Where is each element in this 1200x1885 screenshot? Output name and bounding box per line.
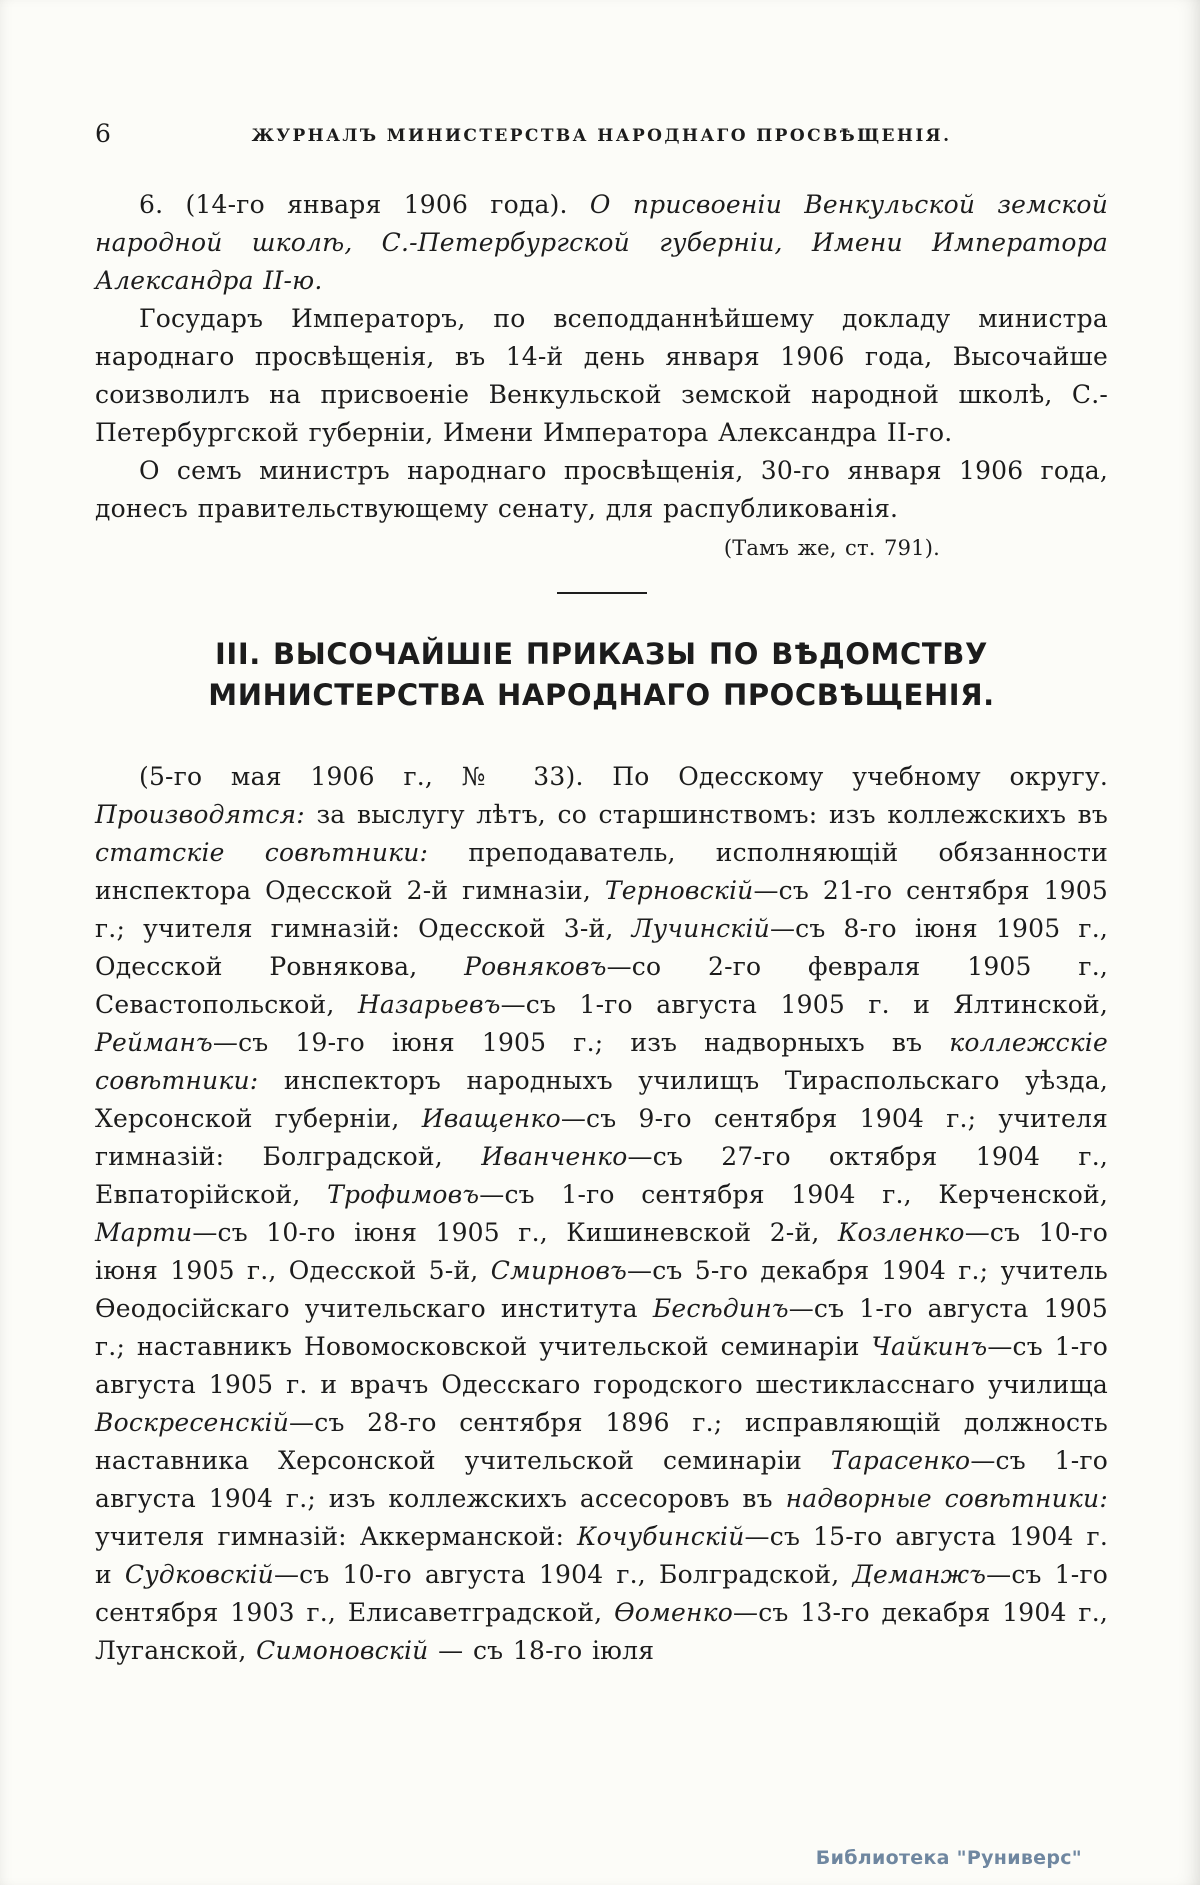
text-column [95, 186, 1108, 1670]
page-header [95, 120, 1108, 154]
citation-reference: (Тамъ же, ст. 791). [723, 536, 940, 560]
orders-paragraph: (5-го мая 1906 г., № 33). По Одесскому учебному округу. Производятся: за выслугу лѣтъ, со старшинствомъ: изъ коллежскихъ въ статскіе совѣтники: преподаватель, исполняющій обязанности инспектора Одесской 2-й гимназіи, Терновскій—съ 21-го сентября 1905 г.; учителя гимназій: Одесской 3-й, Лучинскій—съ 8-го іюня 1905 г., Одесской Ровнякова, Ровняковъ—со 2-го февраля 1905 г., Севастопольской, Назарьевъ—съ 1-го августа 1905 г. и Ялтинской, Рейманъ—съ 19-го іюня 1905 г.; изъ надворныхъ въ коллежскіе совѣтники: инспекторъ народныхъ училищъ Тираспольскаго уѣзда, Херсонской губерніи, Иващенко—съ 9-го сентября 1904 г.; учителя гимназій: Болградской, Иванченко—съ 27-го октября 1904 г., Евпаторійской, Трофимовъ—съ 1-го сентября 1904 г., Керченской, Марти—съ 10-го іюня 1905 г., Кишиневской 2-й, Козленко—съ 10-го іюня 1905 г., Одесской 5-й, Смирновъ—съ 5-го декабря 1904 г.; учитель Ѳеодосійскаго учительскаго института Бесѣдинъ—съ 1-го августа 1905 г.; наставникъ Новомосковской учительской семинаріи Чайкинъ—съ 1-го августа 1905 г. и врачъ Одесскаго городского шестикласснаго училища Воскресенскій—съ 28-го сентября 1896 г.; исправляющій должность наставника Херсонской учительской семинаріи Тарасенко—съ 1-го августа 1904 г.; изъ коллежскихъ ассесоровъ въ надворные совѣтники: учителя гимназій: Аккерманской: Кочубинскій—съ 15-го августа 1904 г. и Судковскій—съ 10-го августа 1904 г., Болградской, Деманжъ—съ 1-го сентября 1903 г., Елисаветградской, Ѳоменко—съ 13-го декабря 1904 г., Луганской, Симоновскій — съ 18-го іюля [95, 762, 1109, 1665]
library-watermark: Библиотека "Руниверс" [815, 1847, 1082, 1869]
decree-item-intro-paragraph: 6. (14-го января 1906 года). О присвоеніи Венкульской земской народной школѣ, С.-Петербургской губерніи, Имени Императора Александра II-ю. [95, 190, 1108, 295]
decree-body-paragraph: Государъ Императоръ, по всеподданнѣйшему докладу министра народнаго просвѣщенія, въ 14-й день января 1906 года, Высочайше соизволилъ на присвоеніе Венкульской земской народной школѣ, С.-Петербургской губерніи, Имени Императора Александра II-го. [95, 304, 1108, 447]
page-number: 6 [95, 119, 111, 148]
decree-section [95, 186, 1108, 564]
section-heading: III. ВЫСОЧАЙШІЕ ПРИКАЗЫ ПО ВѢДОМСТВУ МИНИСТЕРСТВА НАРОДНАГО ПРОСВѢЩЕНІЯ. [208, 637, 995, 712]
running-title: ЖУРНАЛЪ МИНИСТЕРСТВА НАРОДНАГО ПРОСВѢЩЕНІЯ. [251, 126, 952, 146]
section-divider-rule [557, 592, 647, 594]
decree-report-paragraph: О семъ министръ народнаго просвѣщенія, 30-го января 1906 года, донесъ правительствующему сенату, для распубликованія. [95, 456, 1108, 523]
